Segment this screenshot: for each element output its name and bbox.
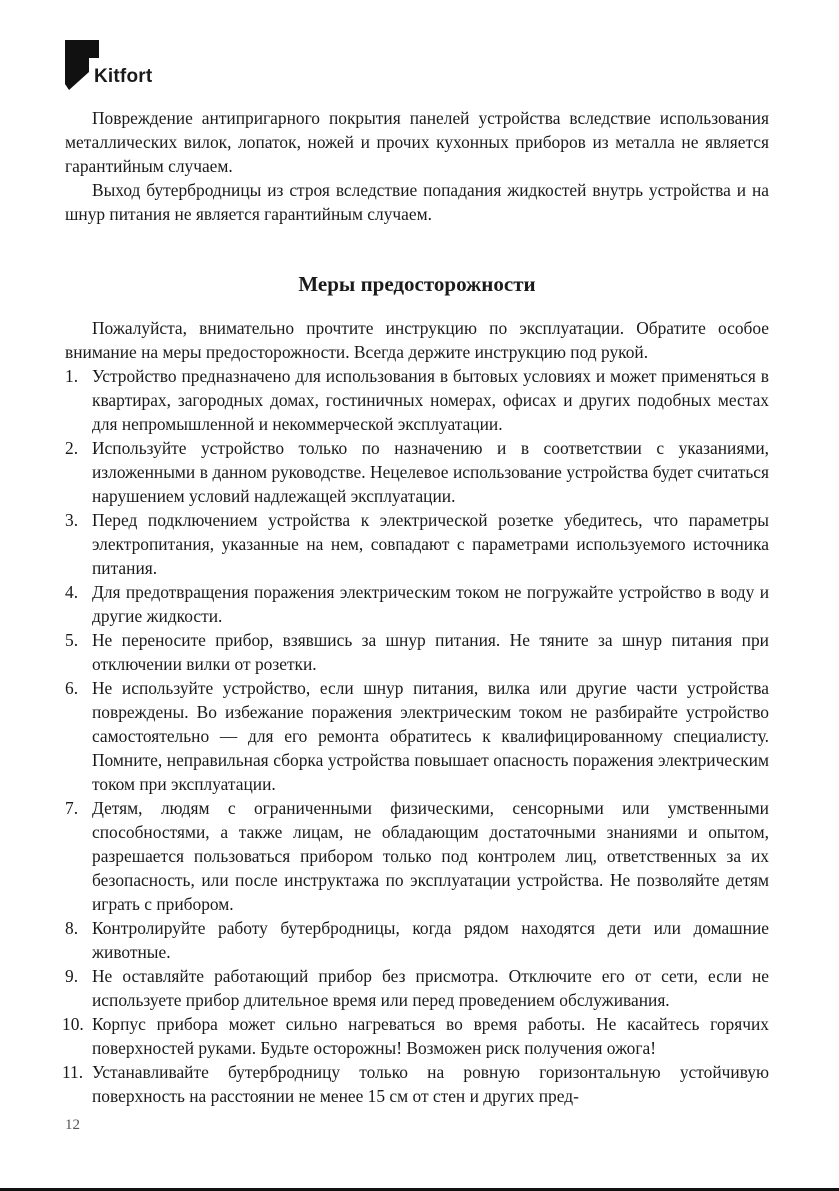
kitfort-logo xyxy=(65,40,185,90)
item-text: Не оставляйте работающий прибор без присмотра. Отключите его от сети, если не используете прибор длительное время или перед проведением обслуживания. xyxy=(92,966,769,1010)
item-number: 6. xyxy=(65,678,79,698)
page-number: 12 xyxy=(65,1117,80,1133)
list-item xyxy=(65,676,769,796)
item-text: Используйте устройство только по назначению и в соответствии с указаниями, изложенными в данном руководстве. Нецелевое использование устройства будет считаться нарушением условий надлежащей эксплуатации. xyxy=(92,438,769,506)
item-number: 10. xyxy=(62,1014,84,1034)
list-item xyxy=(65,436,769,508)
list-item xyxy=(65,508,769,580)
item-text: Не переносите прибор, взявшись за шнур питания. Не тяните за шнур питания при отключении вилки от розетки. xyxy=(92,630,769,674)
list-item xyxy=(65,628,769,676)
warranty-paragraph: Повреждение антипригарного покрытия панелей устройства вследствие использования металлических вилок, лопаток, ножей и прочих кухонных приборов из металла не является гарантийным случаем. xyxy=(65,108,769,176)
list-item xyxy=(62,1012,769,1060)
item-number: 11. xyxy=(62,1062,84,1082)
brand-name: Kitfort xyxy=(94,66,153,87)
item-text: Устройство предназначено для использования в бытовых условиях и может применяться в квартирах, загородных домах, гостиничных номерах, офисах и других подобных местах для непромышленной и некоммерческой эксплуатации. xyxy=(92,366,769,434)
item-text: Перед подключением устройства к электрической розетке убедитесь, что параметры электропитания, указанные на нем, совпадают с параметрами используемого источника питания. xyxy=(92,510,769,578)
list-item xyxy=(65,916,769,964)
item-number: 8. xyxy=(65,918,79,938)
item-number: 3. xyxy=(65,510,79,530)
item-number: 1. xyxy=(65,366,79,386)
item-text: Устанавливайте бутербродницу только на ровную горизонтальную устойчивую поверхность на расстоянии не менее 15 см от стен и других пред- xyxy=(92,1062,769,1106)
list-item xyxy=(65,796,769,916)
precautions-list xyxy=(62,364,769,1108)
item-number: 7. xyxy=(65,798,79,818)
section-intro: Пожалуйста, внимательно прочтите инструкцию по эксплуатации. Обратите особое внимание на меры предосторожности. Всегда держите инструкцию под рукой. xyxy=(65,318,769,362)
item-text: Контролируйте работу бутербродницы, когда рядом находятся дети или домашние животные. xyxy=(92,918,769,962)
item-number: 2. xyxy=(65,438,79,458)
item-text: Для предотвращения поражения электрическим током не погружайте устройство в воду и другие жидкости. xyxy=(92,582,769,626)
item-text: Корпус прибора может сильно нагреваться во время работы. Не касайтесь горячих поверхностей руками. Будьте осторожны! Возможен риск получения ожога! xyxy=(92,1014,769,1058)
page-content xyxy=(62,106,769,1108)
item-number: 5. xyxy=(65,630,79,650)
section-title: Меры предосторожности xyxy=(298,272,536,296)
item-number: 4. xyxy=(65,582,79,602)
list-item xyxy=(65,364,769,436)
item-text: Детям, людям с ограниченными физическими, сенсорными или умственными способностями, а также лицам, не обладающим достаточными знаниями и опытом, разрешается пользоваться прибором только под контролем лиц, ответственных за их безопасность, или после инструктажа по эксплуатации устройства. Не позволяйте детям играть с прибором. xyxy=(92,798,769,914)
list-item xyxy=(65,580,769,628)
item-text: Не используйте устройство, если шнур питания, вилка или другие части устройства повреждены. Во избежание поражения электрическим током не разбирайте устройство самостоятельно — для его ремонта обратитесь к квалифицированному специалисту. Помните, неправильная сборка устройства повышает опасность поражения электрическим током при эксплуатации. xyxy=(92,678,769,794)
warranty-paragraph: Выход бутербродницы из строя вследствие попадания жидкостей внутрь устройства и на шнур питания не является гарантийным случаем. xyxy=(65,180,769,224)
item-number: 9. xyxy=(65,966,79,986)
list-item xyxy=(65,964,769,1012)
list-item xyxy=(62,1060,769,1108)
